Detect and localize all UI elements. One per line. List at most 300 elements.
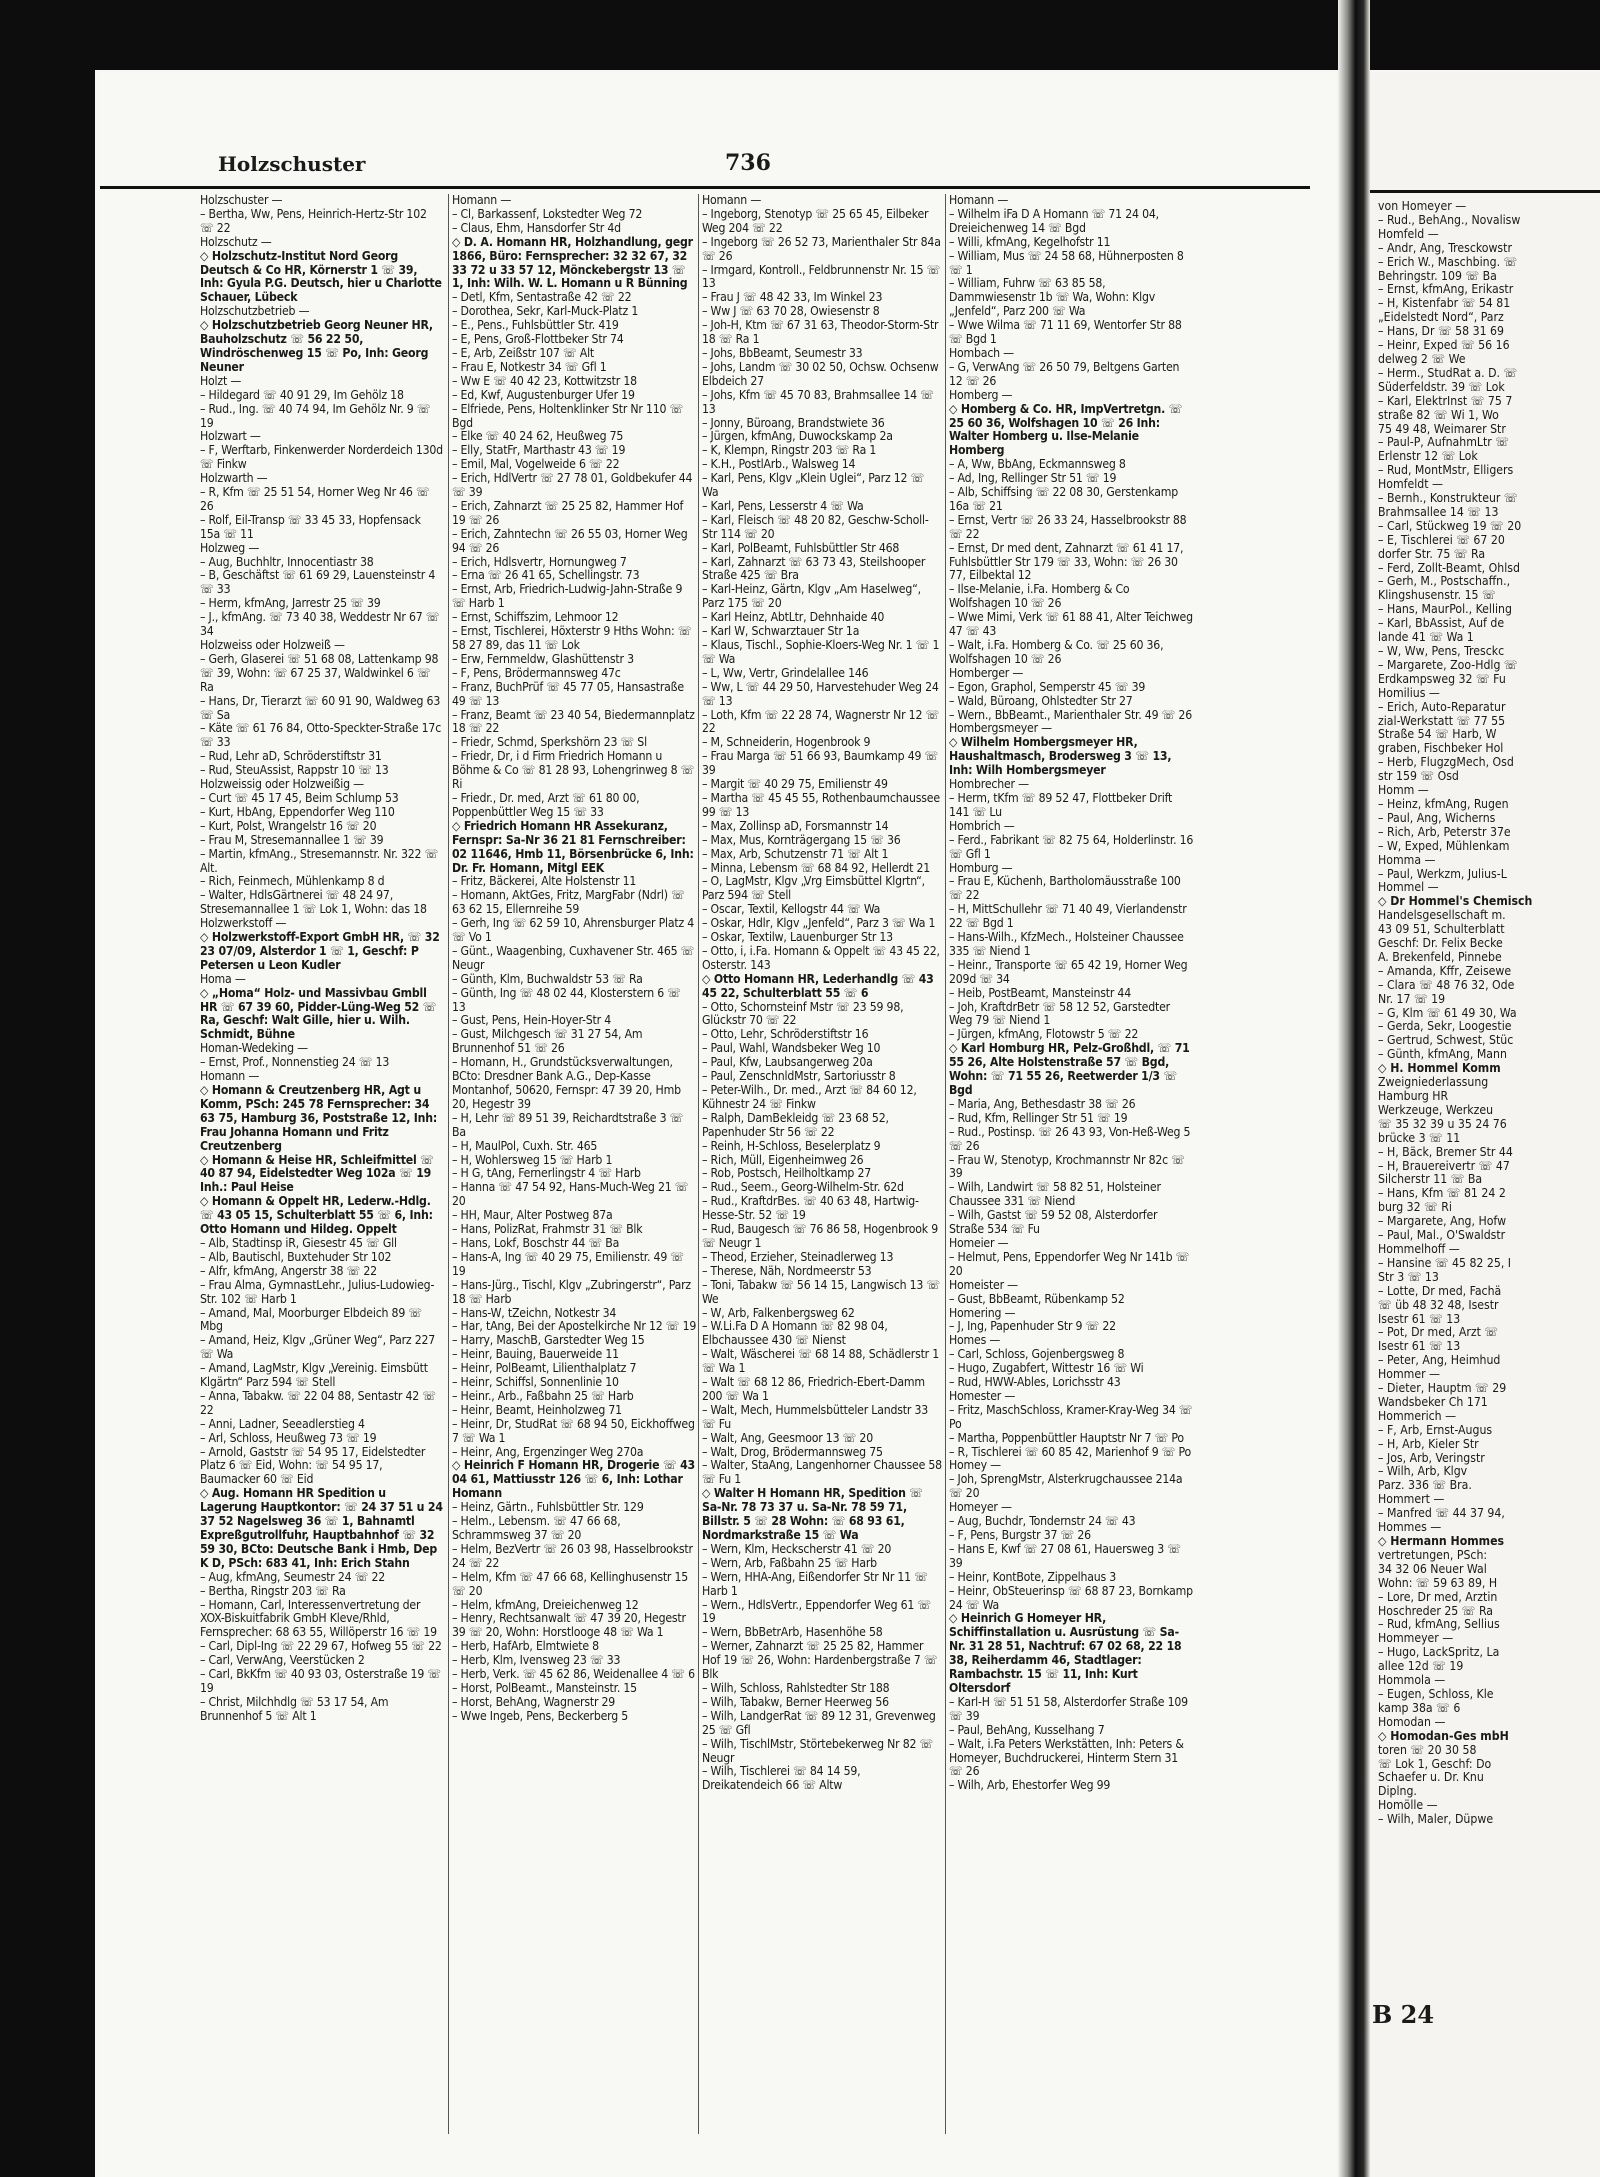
surname-heading: Hommola — [1378,1673,1446,1688]
directory-entry: – Kurt, HbAng, Eppendorfer Weg 110 [200,804,395,819]
directory-entry: – Walt, i.Fa. Homberg & Co. ☏ 25 60 36, Wolfshagen 10 ☏ 26 [949,638,1164,666]
directory-entry: – A, Ww, BbAng, Eckmannsweg 8 [949,457,1126,472]
directory-entry: – Claus, Ehm, Hansdorfer Str 4d [452,220,621,235]
directory-entry: Wohn: ☏ 59 63 89, H [1378,1575,1498,1590]
directory-entry: – Heinr, Bauing, Bauerweide 11 [452,1347,619,1362]
directory-entry: – Hans-Wilh., KfzMech., Holsteiner Chaussee 335 ☏ Niend 1 [949,930,1184,958]
directory-entry: – Heinr., Transporte ☏ 65 42 19, Horner Weg 209d ☏ 34 [949,957,1188,986]
directory-entry: – Homann, H., Grundstücksverwaltungen, BCto: Dresdner Bank A.G., Dep-Kasse Montanhof, 50620, Fernspr: 47 39 20, Hmb 20, Hegestr 39 [452,1055,681,1111]
surname-heading: Holzweissig oder Holzweißig — [200,777,364,792]
surname-heading: Hommert — [1378,1492,1445,1507]
directory-entry: – Friedr., Dr. med, Arzt ☏ 61 80 00, Poppenbüttler Weg 15 ☏ 33 [452,790,640,819]
directory-entry: – Wilh, Maler, Düpwe [1378,1812,1494,1827]
directory-entry: burg 32 ☏ Ri [1378,1200,1452,1215]
directory-entry: Isestr 61 ☏ 13 [1378,1339,1461,1354]
directory-entry: – Hans-A, Ing ☏ 40 29 75, Emilienstr. 49 ☏ 19 [452,1249,684,1278]
directory-entry: – Gust, Milchgesch ☏ 31 27 54, Am Brunnenhof 51 ☏ 26 [452,1027,643,1056]
directory-entry: – Frau E, Notkestr 34 ☏ Gfl 1 [452,359,607,374]
directory-entry: – Franz, Beamt ☏ 23 40 54, Biedermannplatz 18 ☏ 22 [452,707,695,736]
directory-entry: Silcherstr 11 ☏ Ba [1378,1172,1483,1187]
surname-heading: Holzweg — [200,540,260,555]
directory-entry: – Max, Mus, Kornträgergang 15 ☏ 36 [702,832,901,847]
directory-entry: – Carl, BkKfm ☏ 40 93 03, Osterstraße 19 ☏ 19 [200,1667,441,1695]
directory-entry: – Jürgen, kfmAng, Flotowstr 5 ☏ 22 [949,1027,1139,1042]
directory-entry: – Rud, kfmAng, Sellius [1378,1617,1500,1632]
directory-entry: – Martha, Poppenbüttler Hauptstr Nr 7 ☏ Po [949,1430,1184,1445]
right-page-rule [1370,190,1600,193]
directory-entry: – Ernst, Prof., Nonnenstieg 24 ☏ 13 [200,1055,390,1070]
directory-entry: – Amand, Mal, Moorburger Elbdeich 89 ☏ Mbg [200,1305,422,1334]
directory-entry: – Ww, L ☏ 44 29 50, Harvestehuder Weg 24 ☏ 13 [702,679,939,708]
surname-heading: Hombergsmeyer — [949,721,1052,736]
surname-heading: Homa — [200,971,246,986]
directory-entry: – Hans E, Kwf ☏ 27 08 61, Hauersweg 3 ☏ 39 [949,1541,1181,1570]
directory-entry: – Martin, kfmAng., Stresemannstr. Nr. 322 ☏ Alt. [200,846,439,875]
surname-heading: Homester — [949,1388,1016,1403]
directory-entry: – Ernst, Tischlerei, Höxterstr 9 Hths Wohn: ☏ 58 27 89, das 11 ☏ Lok [452,624,692,652]
surname-heading: Homm — [1378,783,1429,798]
directory-entry: – Gerh, Glaserei ☏ 51 68 08, Lattenkamp 98 ☏ 39, Wohn: ☏ 67 25 37, Waldwinkel 6 ☏ Ra [200,651,439,694]
directory-entry: – Gerda, Sekr, Loogestie [1378,1019,1512,1034]
directory-entry: – Har, tAng, Bei der Apostelkirche Nr 12 ☏ 19 [452,1319,697,1334]
firm-entry: ◇ Karl Homburg HR, Pelz-Großhdl, ☏ 71 55 26, Alte Holstenstraße 57 ☏ Bgd, Wohn: ☏ 71 55 26, Reetwerder 1/3 ☏ Bgd [949,1041,1190,1097]
firm-entry: ◇ Aug. Homann HR Spedition u Lagerung Hauptkontor: ☏ 24 37 51 u 24 37 52 Nagelsweg 36 ☏ 1, Bahnamtl Expreßgutrollfuhr, Hauptbahnhof ☏ 32 59 30, BCto: Deutsche Bank i Hmb, Dep K D, PSch: 683 41, Inh: Erich Stahn [200,1486,443,1570]
directory-entry: – Jürgen, kfmAng, Duwockskamp 2a [702,429,893,444]
directory-entry: Brahmsallee 14 ☏ 13 [1378,504,1499,519]
directory-entry: – Bertha, Ww, Pens, Heinrich-Hertz-Str 102 ☏ 22 [200,206,427,235]
directory-entry: – Herb, FlugzgMech, Osd [1378,755,1514,770]
directory-entry: – Wern, HHA-Ang, Eißendorfer Str Nr 11 ☏ Harb 1 [702,1569,928,1598]
directory-entry: – Paul, Wahl, Wandsbeker Weg 10 [702,1041,881,1056]
directory-entry: – Frau Marga ☏ 51 66 93, Baumkamp 49 ☏ 39 [702,749,939,778]
directory-entry: – Carl, Stückweg 19 ☏ 20 [1378,518,1522,533]
directory-entry: – Alb, Bautischl, Buxtehuder Str 102 [200,1249,392,1264]
directory-entry: – H, MaulPol, Cuxh. Str. 465 [452,1138,598,1153]
directory-entry: – Joh, KraftdrBetr ☏ 58 12 52, Garstedter Weg 79 ☏ Niend 1 [949,999,1170,1028]
directory-entry: – Günth, Ing ☏ 48 02 44, Klosterstern 6 ☏ 13 [452,985,681,1014]
directory-entry: – Joh, SprengMstr, Alsterkrugchaussee 214a ☏ 20 [949,1472,1183,1501]
directory-entry: toren ☏ 20 30 58 [1378,1742,1477,1757]
surname-heading: Hombrecher — [949,777,1029,792]
directory-entry: – Paul, Kfw, Laubsangerweg 20a [702,1055,873,1070]
directory-entry: – Hanna ☏ 47 54 92, Hans-Much-Weg 21 ☏ 20 [452,1180,689,1209]
directory-entry: Schaefer u. Dr. Knu [1378,1770,1484,1785]
directory-entry: – Eugen, Schloss, Kle [1378,1686,1494,1701]
firm-entry: ◇ D. A. Homann HR, Holzhandlung, gegr 1866, Büro: Fernsprecher: 32 32 67, 32 33 72 u 33 57 12, Mönckebergstr 13 ☏ 1, Inh: Wilh. W. L. Homann u R Bünning [452,234,693,291]
directory-entry: – Egon, Graphol, Semperstr 45 ☏ 39 [949,679,1146,694]
directory-entry: – Karl, Fleisch ☏ 48 20 82, Geschw-Scholl-Str 114 ☏ 20 [702,512,929,541]
directory-entry: – Erich W., Maschbing. ☏ [1378,254,1518,269]
directory-entry: Behringstr. 109 ☏ Ba [1378,268,1497,283]
surname-heading: Homey — [949,1458,1001,1473]
directory-entry: – R, Tischlerei ☏ 60 85 42, Marienhof 9 ☏ Po [949,1444,1192,1459]
directory-entry: Nr. 17 ☏ 19 [1378,991,1446,1006]
directory-entry: – Wilh, Gastst ☏ 59 52 08, Alsterdorfer Straße 534 ☏ Fu [949,1208,1158,1237]
directory-entry: – Johs, Kfm ☏ 45 70 83, Brahmsallee 14 ☏ 13 [702,387,934,416]
directory-entry: – Alb, Stadtinsp iR, Giesestr 45 ☏ Gll [200,1235,397,1250]
directory-entry: ◇ Homodan-Ges mbH [1378,1728,1509,1743]
directory-entry: – Paul-P, AufnahmLtr ☏ [1378,435,1509,450]
directory-entry: – Helm, BezVertr ☏ 26 03 98, Hasselbrookstr 24 ☏ 22 [452,1541,693,1570]
firm-entry: ◇ Holzwerkstoff-Export GmbH HR, ☏ 32 23 07/09, Alsterdor 1 ☏ 1, Geschf: P Petersen u Leon Kudler [200,930,440,972]
surname-heading: Holzschuster — [200,194,283,207]
directory-entry: – Max, Arb, Schutzenstr 71 ☏ Alt 1 [702,846,889,861]
directory-entry: – Clara ☏ 48 76 32, Ode [1378,977,1515,992]
surname-heading: Hommelhoff — [1378,1241,1460,1256]
directory-entry: – Cl, Barkassenf, Lokstedter Weg 72 [452,206,643,221]
directory-entry: – Oskar, Textilw, Lauenburger Str 13 [702,930,893,945]
directory-entry: – Wald, Büroang, Ohlstedter Str 27 [949,693,1133,708]
directory-entry: – Rud, Lehr aD, Schröderstiftstr 31 [200,749,382,764]
directory-entry: – Wilh, Arb, Klgv [1378,1464,1468,1479]
directory-entry: – Elly, StatFr, Marthastr 43 ☏ 19 [452,443,626,458]
directory-entry: – Franz, BuchPrüf ☏ 45 77 05, Hansastraße 49 ☏ 13 [452,679,684,708]
directory-entry: – Jonny, Büroang, Brandstwiete 36 [702,415,885,430]
directory-entry: Geschf: Dr. Felix Becke [1378,936,1503,951]
directory-entry: zial-Werkstatt ☏ 77 55 [1378,713,1506,728]
directory-entry: – Theod, Erzieher, Steinadlerweg 13 [702,1249,894,1264]
surname-heading: Homeier — [949,1235,1009,1250]
directory-entry: – Lore, Dr med, Arztin [1378,1589,1498,1604]
surname-heading: Homberg — [949,387,1013,402]
book-gutter [1338,0,1370,2177]
directory-column-4 [945,194,1194,2134]
directory-entry: – Horst, BehAng, Wagnerstr 29 [452,1694,616,1709]
directory-entry: 34 32 06 Neuer Wal [1378,1561,1487,1576]
directory-entry: – Hans, Kfm ☏ 81 24 2 [1378,1186,1506,1201]
directory-entry: ☏ 35 32 39 u 35 24 76 [1378,1116,1507,1131]
directory-entry: – Wwe Mimi, Verk ☏ 61 88 41, Alter Teichweg 47 ☏ 43 [949,610,1193,639]
directory-entry: – Dorothea, Sekr, Karl-Muck-Platz 1 [452,304,639,319]
directory-entry: – Wilh, Tabakw, Berner Heerweg 56 [702,1694,889,1709]
scan-border-left [0,0,95,2177]
directory-entry: – W, Exped, Mühlenkam [1378,838,1510,853]
firm-entry: ◇ Otto Homann HR, Lederhandlg ☏ 43 45 22, Schulterblatt 55 ☏ 6 [702,971,934,1000]
directory-entry: – Wilhelm iFa D A Homann ☏ 71 24 04, Dreieichenweg 14 ☏ Bgd [949,206,1159,235]
directory-entry: Wandsbeker Ch 171 [1378,1394,1488,1409]
directory-entry: 43 09 51, Schulterblatt [1378,922,1505,937]
directory-entry: – K, Klempn, Ringstr 203 ☏ Ra 1 [702,443,877,458]
directory-entry: – F, Arb, Ernst-Augus [1378,1422,1493,1437]
directory-entry: – R, Kfm ☏ 25 51 54, Horner Weg Nr 46 ☏ 26 [200,485,430,513]
directory-entry: Klingshusenstr. 15 ☏ [1378,588,1496,603]
directory-entry: – E, Tischlerei ☏ 67 20 [1378,532,1505,547]
directory-entry: – Wern., HdlsVertr., Eppendorfer Weg 61 ☏ 19 [702,1597,932,1626]
directory-entry: – Hans, Dr, Tierarzt ☏ 60 91 90, Waldweg 63 ☏ Sa [200,693,441,722]
firm-entry: ◇ Homann & Oppelt HR, Lederw.-Hdlg. ☏ 43 05 15, Schulterblatt 55 ☏ 6, Inh: Otto Homann und Hildeg. Oppelt [200,1194,433,1237]
directory-entry: – Christ, Milchhdlg ☏ 53 17 54, Am Brunnenhof 5 ☏ Alt 1 [200,1694,389,1723]
directory-entry: Zweigniederlassung [1378,1075,1489,1090]
directory-entry: – Helm, Kfm ☏ 47 66 68, Kellinghusenstr 15 ☏ 20 [452,1569,689,1598]
directory-entry: – Walter, StaAng, Langenhorner Chaussee 58 ☏ Fu 1 [702,1458,942,1487]
directory-entry: – O, LagMstr, Klgv „Vrg Eimsbüttel Klgrtn“, Parz 594 ☏ Stell [702,874,925,903]
firm-entry: ◇ „Homa“ Holz- und Massivbau Gmbll HR ☏ 67 39 60, Pidder-Lüng-Weg 52 ☏ Ra, Geschf: Walt Gille, hier u. Wilh. Schmidt, Bühne [200,985,437,1042]
directory-entry: – Klaus, Tischl., Sophie-Kloers-Weg Nr. 1 ☏ 1 ☏ Wa [702,638,940,666]
directory-entry: – H G, tAng, Fernerlingstr 4 ☏ Harb [452,1166,641,1181]
directory-entry: – Herb, Verk. ☏ 45 62 86, Weidenallee 4 ☏ 6 [452,1667,695,1682]
directory-entry: – F, Pens, Brödermannsweg 47c [452,665,621,680]
surname-heading: Holzschutz — [200,234,272,249]
directory-entry: – Margarete, Zoo-Hdlg ☏ [1378,657,1518,672]
directory-entry: – Homann, Carl, Interessenvertretung der XOX-Biskuitfabrik GmbH Kleve/Rhld, Fernsprecher: 68 63 55, Willöperstr 16 ☏ 19 [200,1597,437,1640]
directory-entry: – Heinr, PolBeamt, Lilienthalplatz 7 [452,1361,637,1376]
directory-entry: – Irmgard, Kontroll., Feldbrunnenstr Nr. 15 ☏ 13 [702,262,941,291]
directory-entry: – J, Ing, Papenhuder Str 9 ☏ 22 [949,1319,1116,1334]
firm-entry: ◇ Friedrich Homann HR Assekuranz, Fernspr: Sa-Nr 36 21 81 Fernschreiber: 02 11646, Hmb 11, Börsenbrücke 6, Inh: Dr. Fr. Homann, Mitgl EEK [452,818,694,875]
surname-heading: Homberger — [949,665,1024,680]
directory-entry: – HH, Maur, Alter Postweg 87a [452,1208,613,1223]
directory-entry: – Johs, Landm ☏ 30 02 50, Ochsw. Ochsenw Elbdeich 27 [702,359,939,388]
directory-entry: – Otto, i, i.Fa. Homann & Oppelt ☏ 43 45 22, Osterstr. 143 [702,943,940,972]
directory-entry: – H, Wohlersweg 15 ☏ Harb 1 [452,1152,613,1167]
directory-entry: – Erich, Hdlsvertr, Hornungweg 7 [452,554,627,569]
directory-entry: – Günth, Klm, Buchwaldstr 53 ☏ Ra [452,971,643,986]
directory-entry: – Carl, Schloss, Gojenbergsweg 8 [949,1347,1125,1362]
directory-entry: ◇ H. Hommel Komm [1378,1061,1501,1076]
directory-entry: dorfer Str. 75 ☏ Ra [1378,546,1486,561]
directory-entry: – Hugo, Zugabfert, Wittestr 16 ☏ Wi [949,1361,1144,1376]
directory-entry: – E, Pens, Groß-Flottbeker Str 74 [452,332,624,347]
directory-entry: – H, Brauereivertr ☏ 47 [1378,1158,1510,1173]
directory-entry: – Horst, PolBeamt., Mansteinstr. 15 [452,1680,637,1695]
directory-entry: – Karl, ElektrInst ☏ 75 7 [1378,393,1513,408]
directory-entry: – Ingeborg, Stenotyp ☏ 25 65 45, Eilbeker Weg 204 ☏ 22 [702,206,929,235]
directory-entry: allee 12d ☏ 19 [1378,1659,1464,1674]
surname-heading: Homilius — [1378,685,1440,700]
directory-entry: – Karl-H ☏ 51 51 58, Alsterdorfer Straße 109 ☏ 39 [949,1694,1188,1723]
directory-entry: – Rud, HWW-Ables, Lorichsstr 43 [949,1375,1121,1390]
directory-column-right [1378,200,1600,2080]
directory-entry: – Frau W, Stenotyp, Krochmannstr Nr 82c ☏ 39 [949,1152,1185,1181]
directory-entry: – William, Fuhrw ☏ 63 85 58, Dammwiesenstr 1b ☏ Wa, Wohn: Klgv „Jenfeld“, Parz 200 ☏ Wa [949,276,1156,319]
surname-heading: Hombrich — [949,818,1015,833]
directory-entry: – Manfred ☏ 44 37 94, [1378,1506,1505,1521]
directory-entry: – Rud, Baugesch ☏ 76 86 58, Hogenbrook 9 ☏ Neugr 1 [702,1222,938,1250]
directory-entry: – Wern., BbBeamt., Marienthaler Str. 49 ☏ 26 [949,707,1192,722]
directory-entry: – Erna ☏ 26 41 65, Schellingstr. 73 [452,568,640,583]
directory-entry: – Friedr, Schmd, Sperkshörn 23 ☏ Sl [452,735,647,750]
directory-entry: – Gertrud, Schwest, Stüc [1378,1033,1514,1048]
directory-entry: – Rud, MontMstr, Elligers [1378,463,1514,478]
directory-entry: – F, Pens, Burgstr 37 ☏ 26 [949,1528,1091,1542]
directory-entry: – Paul, ZenschnldMstr, Sartoriusstr 8 [702,1069,896,1084]
directory-entry: – Otto, Lehr, Schröderstiftstr 16 [702,1027,869,1042]
directory-entry: – L, Ww, Vertr, Grindelallee 146 [702,665,869,680]
directory-entry: – Alb, Schiffsing ☏ 22 08 30, Gerstenkamp 16a ☏ 21 [949,485,1179,513]
directory-entry: – Kurt, Polst, Wrangelstr 16 ☏ 20 [200,818,377,833]
directory-entry: – Heinr, Beamt, Heinholzweg 71 [452,1402,622,1417]
directory-entry: – Harry, MaschB, Garstedter Weg 15 [452,1333,645,1348]
directory-entry: – Herb, Klm, Ivensweg 23 ☏ 33 [452,1653,621,1668]
directory-entry: – Dieter, Hauptm ☏ 29 [1378,1381,1507,1396]
directory-entry: – Wwe Ingeb, Pens, Beckerberg 5 [452,1708,629,1723]
directory-entry: – Hans-W, tZeichn, Notkestr 34 [452,1305,617,1320]
directory-entry: – Ernst, kfmAng, Erikastr [1378,282,1514,297]
directory-entry: – Frau M, Stresemannallee 1 ☏ 39 [200,832,384,847]
directory-entry: – Ilse-Melanie, i.Fa. Homberg & Co Wolfshagen 10 ☏ 26 [949,582,1130,611]
surname-heading: Hommes — [1378,1520,1442,1535]
directory-entry: vertretungen, PSch: [1378,1547,1488,1562]
directory-entry: Werkzeuge, Werkzeu [1378,1102,1494,1117]
directory-entry: – Karl Heinz, AbtLtr, Dehnhaide 40 [702,610,885,625]
directory-entry: – W, Ww, Pens, Tresckc [1378,644,1505,658]
surname-heading: Homann — [702,194,762,207]
directory-entry: – Lotte, Dr med, Fachä [1378,1283,1502,1298]
surname-heading: Holzwerkstoff — [200,916,287,931]
directory-entry: – Rud., KraftdrBes. ☏ 40 63 48, Hartwig-Hesse-Str. 52 ☏ 19 [702,1194,919,1223]
directory-entry: 75 49 48, Weimarer Str [1378,421,1506,436]
surname-heading: Homann — [200,1069,260,1084]
directory-entry: – Erich, Zahntechn ☏ 26 55 03, Horner Weg 94 ☏ 26 [452,526,688,555]
directory-entry: – Max, Zollinsp aD, Forsmannstr 14 [702,818,889,833]
directory-entry: – Hildegard ☏ 40 91 29, Im Gehölz 18 [200,387,404,402]
directory-entry: – Wwe Wilma ☏ 71 11 69, Wentorfer Str 88 ☏ Bgd 1 [949,318,1182,347]
directory-entry: – Walt ☏ 68 12 86, Friedrich-Ebert-Damm 200 ☏ Wa 1 [702,1375,925,1403]
left-page [100,72,1335,2177]
directory-entry: Parz. 336 ☏ Bra. [1378,1478,1472,1493]
directory-entry: – Therese, Näh, Nordmeerstr 53 [702,1263,872,1278]
firm-entry: ◇ Heinrich G Homeyer HR, Schiffinstallation u. Ausrüstung ☏ Sa-Nr. 31 28 51, Nachtruf: 67 02 68, 22 18 38, Reiherdamm 46, Stadtlager: Rambachstr. 15 ☏ 11, Inh: Kurt Oltersdorf [949,1611,1182,1695]
directory-entry: – Erich, Zahnarzt ☏ 25 25 82, Hammer Hof 19 ☏ 26 [452,498,684,527]
directory-entry: – Ernst, Dr med dent, Zahnarzt ☏ 61 41 17, Fuhlsbüttler Str 179 ☏ 33, Wohn: ☏ 26 30 77, Eilbektal 12 [949,540,1184,583]
directory-entry: – Otto, Schornsteinf Mstr ☏ 23 59 98, Glückstr 70 ☏ 22 [702,999,904,1028]
directory-entry: – Anni, Ladner, Seeadlerstieg 4 [200,1416,365,1431]
directory-entry: – Elke ☏ 40 24 62, Heußweg 75 [452,429,624,444]
directory-entry: – Frau J ☏ 48 42 33, Im Winkel 23 [702,290,883,305]
directory-entry: – Wern, Klm, Heckscherstr 41 ☏ 20 [702,1541,892,1556]
surname-heading: Hommerich — [1378,1408,1457,1423]
directory-entry: – Rich, Müll, Eigenheimweg 26 [702,1152,864,1167]
directory-entry: – Herm, kfmAng, Jarrestr 25 ☏ 39 [200,596,381,611]
directory-entry: Hoschreder 25 ☏ Ra [1378,1603,1494,1618]
directory-entry: – G, Klm ☏ 61 49 30, Wa [1378,1005,1517,1020]
directory-entry: – Günt., Waagenbing, Cuxhavener Str. 465 ☏ Neugr [452,943,695,972]
directory-entry: – Ed, Kwf, Augustenburger Ufer 19 [452,387,635,402]
directory-entry: – Martha ☏ 45 45 55, Rothenbaumchaussee 99 ☏ 13 [702,790,940,819]
directory-entry: Straße 54 ☏ Harb, W [1378,727,1497,742]
directory-entry: – Minna, Lebensm ☏ 68 84 92, Hellerdt 21 [702,860,931,875]
directory-entry: ◇ Hermann Hommes [1378,1534,1505,1548]
directory-entry: – Walt, i.Fa Peters Werkstätten, Inh: Peters & Homeyer, Buchdruckerei, Hinterm Stern 31 ☏ 26 [949,1736,1184,1779]
directory-entry: – Curt ☏ 45 17 45, Beim Schlump 53 [200,790,399,805]
surname-heading: Homann — [452,194,512,207]
page-number: 736 [725,150,771,176]
directory-entry: – Walt, Drog, Brödermannsweg 75 [702,1444,883,1459]
directory-entry: – Ferd., Fabrikant ☏ 82 75 64, Holderlinstr. 16 ☏ Gfl 1 [949,832,1194,861]
firm-entry: ◇ Homann & Heise HR, Schleifmittel ☏ 40 87 94, Eidelstedter Weg 102a ☏ 19 Inh.: Paul Heise [200,1152,434,1195]
directory-entry: – Rud., Postinsp. ☏ 26 43 93, Von-Heß-Weg 5 ☏ 26 [949,1124,1191,1153]
directory-entry: – Carl, VerwAng, Veerstücken 2 [200,1653,365,1668]
directory-entry: – H, Arb, Kieler Str [1378,1436,1479,1451]
directory-entry: Erlenstr 12 ☏ Lok [1378,449,1478,464]
surname-heading: Homeyer — [949,1500,1012,1515]
directory-entry: – Reinh, H-Schloss, Beselerplatz 9 [702,1138,881,1153]
signature-mark: B 24 [1372,2000,1435,2029]
directory-entry: A. Brekenfeld, Pinnebe [1378,949,1502,964]
directory-entry: – Erich, Auto-Reparatur [1378,699,1506,714]
directory-entry: – Aug, Buchhltr, Innocentiastr 38 [200,554,374,569]
directory-entry: – Walt, Mech, Hummelsbütteler Landstr 33 ☏ Fu [702,1402,928,1431]
directory-entry: – Peter, Ang, Heimhud [1378,1353,1501,1368]
surname-heading: Homeister — [949,1277,1018,1292]
directory-entry: – K.H., PostlArb., Walsweg 14 [702,457,856,472]
directory-entry: – Ww E ☏ 40 42 23, Kottwitzstr 18 [452,373,637,388]
directory-entry: – Heinr, KontBote, Zippelhaus 3 [949,1569,1117,1584]
directory-entry: kamp 38a ☏ 6 [1378,1700,1461,1715]
directory-entry: – Werner, Zahnarzt ☏ 25 25 82, Hammer Hof 19 ☏ 26, Wohn: Hardenbergstraße 7 ☏ Blk [702,1639,938,1682]
surname-heading: Homölle — [1378,1798,1438,1813]
directory-entry: – Margit ☏ 40 29 75, Emilienstr 49 [702,777,888,792]
directory-entry: – Carl, Dipl-Ing ☏ 22 29 67, Hofweg 55 ☏ 22 [200,1639,442,1654]
directory-entry: – Wilh, Schloss, Rahlstedter Str 188 [702,1680,890,1695]
directory-entry: straße 82 ☏ Wi 1, Wo [1378,407,1499,422]
directory-entry: Isestr 61 ☏ 13 [1378,1311,1461,1326]
directory-entry: – Aug, Buchdr, Tondernstr 24 ☏ 43 [949,1514,1136,1529]
page-header [100,150,1310,189]
directory-entry: – Ernst, Schiffszim, Lehmoor 12 [452,610,619,625]
surname-heading: Hommeyer — [1378,1631,1454,1646]
directory-entry: – Rob, Postsch, Heilholtkamp 27 [702,1166,872,1181]
directory-entry: – Joh-H, Ktm ☏ 67 31 63, Theodor-Storm-Str 18 ☏ Ra 1 [702,318,939,347]
directory-entry: – Alfr, kfmAng, Angerstr 38 ☏ 22 [200,1263,377,1278]
surname-heading: Homann — [949,194,1009,207]
surname-heading: Homma — [1378,852,1436,867]
directory-entry: – Paul, Mal., O'Swaldstr [1378,1228,1506,1243]
directory-entry: delweg 2 ☏ We [1378,351,1466,366]
directory-entry: – Heinz, kfmAng, Rugen [1378,796,1509,811]
running-head: Holzschuster [218,152,366,176]
surname-heading: Homfeld — [1378,226,1439,241]
directory-entry: – Gust, BbBeamt, Rübenkamp 52 [949,1291,1125,1306]
directory-entry: – H, MittSchullehr ☏ 71 40 49, Vierlandenstr 22 ☏ Bgd 1 [949,902,1187,931]
directory-entry: – Heinr, ObSteuerinsp ☏ 68 87 23, Bornkamp 24 ☏ Wa [949,1583,1193,1612]
directory-entry: – Rud, SteuAssist, Rappstr 10 ☏ 13 [200,763,389,778]
directory-entry: – Hansine ☏ 45 82 25, I [1378,1255,1512,1270]
directory-entry: Süderfeldstr. 39 ☏ Lok [1378,379,1505,394]
directory-entry: – Gust, Pens, Hein-Hoyer-Str 4 [452,1013,611,1028]
directory-entry: – Hans, Lokf, Boschstr 44 ☏ Ba [452,1235,620,1250]
directory-entry: – Heinz, Gärtn., Fuhlsbüttler Str. 129 [452,1500,644,1515]
directory-entry: „Eidelstedt Nord“, Parz [1378,310,1504,325]
directory-entry: – Bertha, Ringstr 203 ☏ Ra [200,1583,346,1598]
directory-entry: Str 3 ☏ 13 [1378,1269,1439,1284]
directory-entry: – Johs, BbBeamt, Seumestr 33 [702,345,863,360]
directory-entry: – Heinr, Schiffsl, Sonnenlinie 10 [452,1375,619,1390]
surname-heading: Homfeldt — [1378,477,1443,492]
directory-entry: – Wern, Arb, Faßbahn 25 ☏ Harb [702,1555,877,1570]
directory-entry: – Rud., Ing. ☏ 40 74 94, Im Gehölz Nr. 9 ☏ 19 [200,401,431,430]
directory-entry: – Hugo, LackSpritz, La [1378,1645,1500,1660]
firm-entry: ◇ Holzschutz-Institut Nord Georg Deutsch & Co HR, Körnerstr 1 ☏ 39, Inh: Gyula P.G. Deutsch, hier u Charlotte Schauer, Lübeck [200,248,442,305]
directory-entry: – Heinr., Arb., Faßbahn 25 ☏ Harb [452,1388,634,1403]
directory-entry: – Hans-Jürg., Tischl, Klgv „Zubringerstr“, Parz 18 ☏ Harb [452,1277,691,1306]
surname-heading: Holzt — [200,373,242,388]
firm-entry: ◇ Homberg & Co. HR, ImpVertretgn. ☏ 25 60 36, Wolfshagen 10 ☏ 26 Inh: Walter Homberg u. Ilse-Melanie Homberg [949,401,1183,458]
directory-entry: – Karl-Heinz, Gärtn, Klgv „Am Haselweg“, Parz 175 ☏ 20 [702,582,921,611]
directory-entry: – Gerh, M., Postschaffn., [1378,574,1511,589]
directory-entry: str 159 ☏ Osd [1378,769,1459,784]
directory-entry: – Jos, Arb, Veringstr [1378,1450,1485,1465]
directory-entry: – Walter, HdlsGärtnerei ☏ 48 24 97, Stresemannallee 1 ☏ Lok 1, Wohn: das 18 [200,888,427,917]
directory-entry: – Toni, Tabakw ☏ 56 14 15, Langwisch 13 ☏ We [702,1277,940,1306]
directory-entry: – Rolf, Eil-Transp ☏ 33 45 33, Hopfensack 15a ☏ 11 [200,512,421,541]
directory-entry: – Herb, HafArb, Elmtwiete 8 [452,1639,599,1654]
right-page-fragment [1370,72,1600,2177]
directory-entry: – Ferd, Zollt-Beamt, Ohlsd [1378,560,1520,575]
surname-heading: Holzwarth — [200,471,268,486]
directory-entry: – Wilh, Landwirt ☏ 58 82 51, Holsteiner Chaussee 331 ☏ Niend [949,1180,1161,1209]
directory-entry: ☏ üb 48 32 48, Isestr [1378,1297,1499,1312]
